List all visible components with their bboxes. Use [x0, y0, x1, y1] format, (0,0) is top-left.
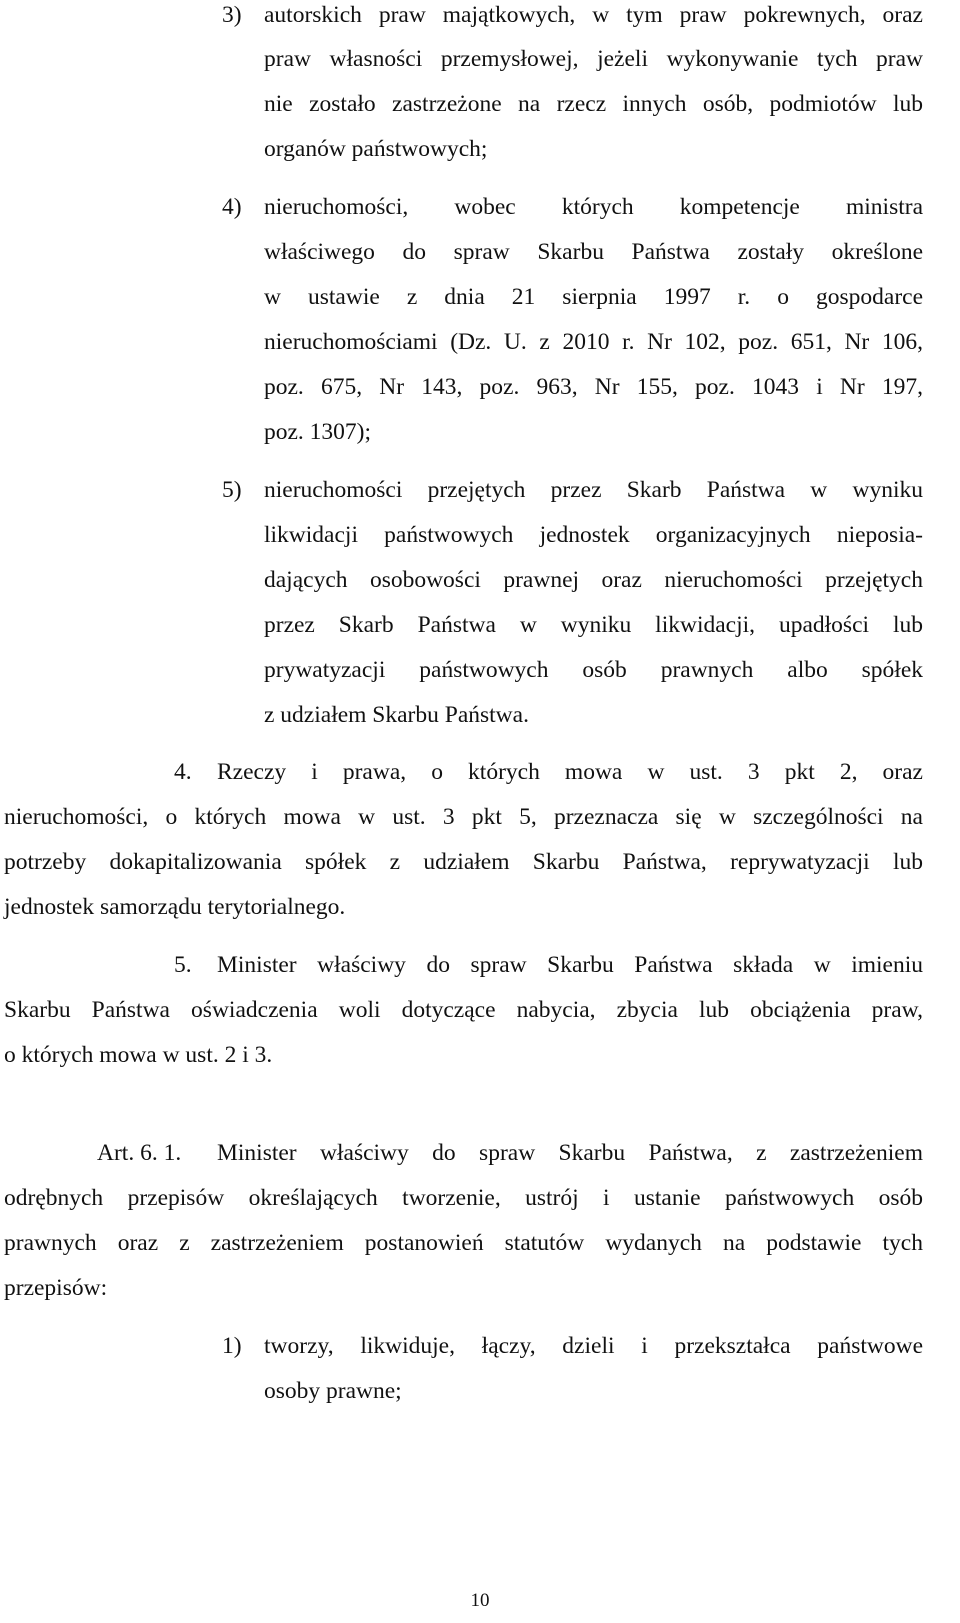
page-number: 10 — [470, 1590, 490, 1611]
item-number: 1) — [222, 1333, 242, 1359]
item-number: 5) — [222, 477, 242, 503]
item-text-line: nieruchomości przejętych przez Skarb Państwa w wyniku — [264, 477, 923, 503]
item-text-line: poz. 1307); — [264, 419, 372, 445]
item-text-line: nie zostało zastrzeżone na rzecz innych osób, podmiotów lub — [264, 91, 923, 117]
item-text-line: praw własności przemysłowej, jeżeli wykonywanie tych praw — [264, 46, 923, 72]
item-text-line: właściwego do spraw Skarbu Państwa zostały określone — [264, 239, 923, 265]
item-number: 3) — [222, 2, 242, 28]
article-text-line: odrębnych przepisów określających tworzenie, ustrój i ustanie państwowych osób — [4, 1185, 923, 1211]
paragraph-text-line: Minister właściwy do spraw Skarbu Państwa składa w imieniu — [217, 952, 923, 978]
item-text-line: tworzy, likwiduje, łączy, dzieli i przekształca państwowe — [264, 1333, 923, 1359]
paragraph-text-line: jednostek samorządu terytorialnego. — [4, 894, 346, 920]
item-text-line: z udziałem Skarbu Państwa. — [264, 702, 529, 728]
item-text-line: poz. 675, Nr 143, poz. 963, Nr 155, poz. 1043 i Nr 197, — [264, 374, 923, 400]
article-text-line: Minister właściwy do spraw Skarbu Państwa, z zastrzeżeniem — [217, 1140, 923, 1166]
paragraph-text-line: Skarbu Państwa oświadczenia woli dotyczące nabycia, zbycia lub obciążenia praw, — [4, 997, 923, 1023]
paragraph-number: 4. — [174, 759, 192, 785]
paragraph-text-line: nieruchomości, o których mowa w ust. 3 pkt 5, przeznacza się w szczególności na — [4, 804, 923, 830]
item-text-line: autorskich praw majątkowych, w tym praw pokrewnych, oraz — [264, 2, 923, 28]
paragraph-text-line: Rzeczy i prawa, o których mowa w ust. 3 pkt 2, oraz — [217, 759, 923, 785]
article-text-line: prawnych oraz z zastrzeżeniem postanowień statutów wydanych na podstawie tych — [4, 1230, 923, 1256]
item-text-line: organów państwowych; — [264, 136, 488, 162]
article-text-line: przepisów: — [4, 1275, 108, 1301]
paragraph-text-line: o których mowa w ust. 2 i 3. — [4, 1042, 273, 1068]
item-text-line: nieruchomości, wobec których kompetencje ministra — [264, 194, 923, 220]
paragraph-number: 5. — [174, 952, 192, 978]
item-text-line: w ustawie z dnia 21 sierpnia 1997 r. o gospodarce — [264, 284, 923, 310]
item-text-line: prywatyzacji państwowych osób prawnych albo spółek — [264, 657, 923, 683]
item-text-line: dających osobowości prawnej oraz nieruchomości przejętych — [264, 567, 923, 593]
item-text-line: osoby prawne; — [264, 1378, 402, 1404]
paragraph-text-line: potrzeby dokapitalizowania spółek z udziałem Skarbu Państwa, reprywatyzacji lub — [4, 849, 923, 875]
item-number: 4) — [222, 194, 242, 220]
item-text-line: nieruchomościami (Dz. U. z 2010 r. Nr 102, poz. 651, Nr 106, — [264, 329, 923, 355]
item-text-line: likwidacji państwowych jednostek organizacyjnych nieposia- — [264, 522, 923, 548]
item-text-line: przez Skarb Państwa w wyniku likwidacji, upadłości lub — [264, 612, 923, 638]
article-label: Art. 6. 1. — [97, 1140, 182, 1166]
